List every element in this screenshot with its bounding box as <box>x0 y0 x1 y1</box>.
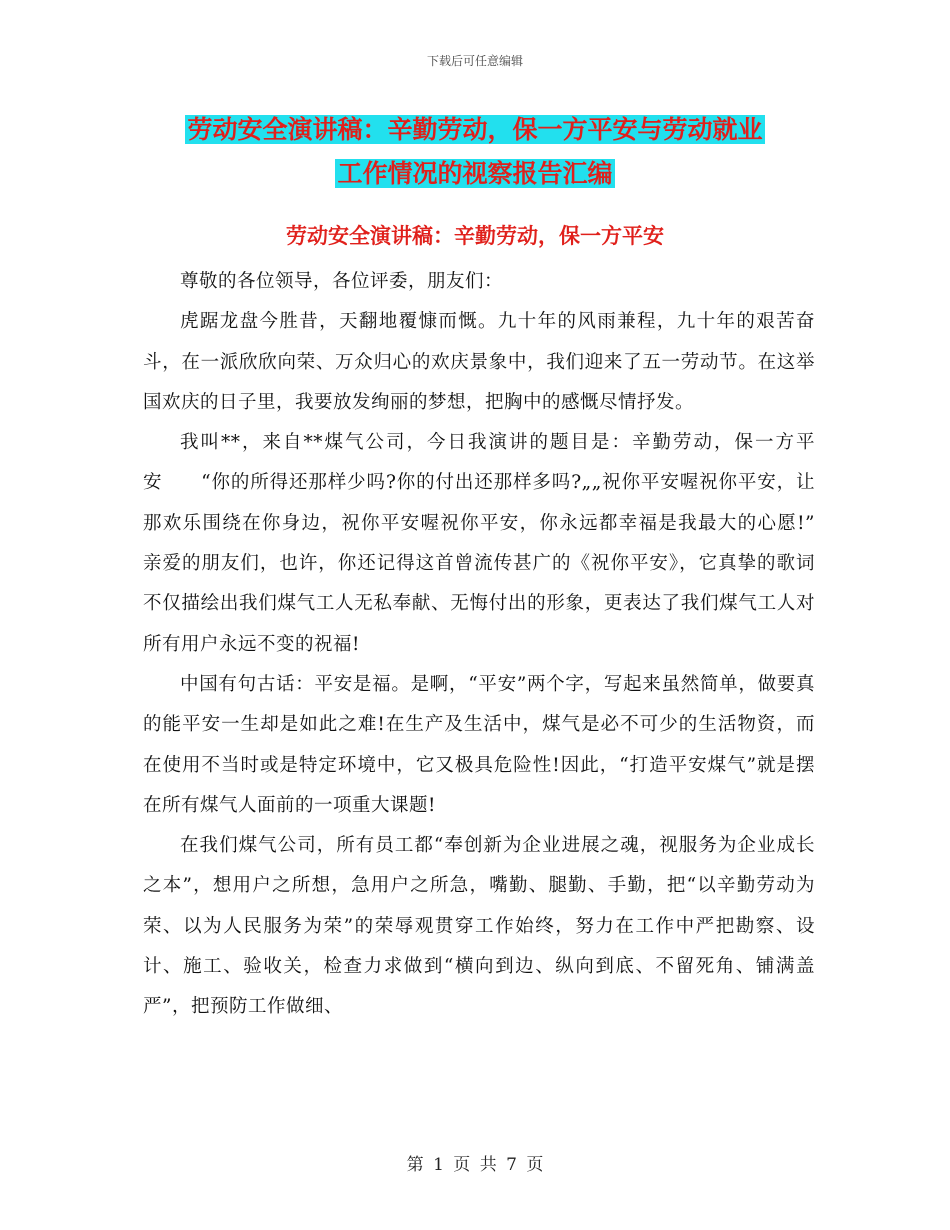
document-title-line-1 <box>0 108 950 152</box>
document-title-text-1: 劳动安全演讲稿：辛勤劳动，保一方平安与劳动就业 <box>187 115 763 144</box>
page-header-note: 下载后可任意编辑 <box>426 54 523 68</box>
paragraph: 尊敬的各位领导，各位评委，朋友们： <box>180 271 504 292</box>
page-number-footer: 第 1 页 共 7 页 <box>406 1155 544 1175</box>
paragraph: 我叫**，来自**煤气公司，今日我演讲的题目是：辛勤劳动，保一方平安 “你的所得还那样少吗?你的付出还那样多吗?„„祝你平安喔祝你平安，让那欢乐围绕在你身边，祝你平安喔祝你平安，你永远都幸福是我最大的心愿!” 亲爱的朋友们，也许，你还记得这首曾流传甚广的《祝你平安》，它真挚的歌词不仅描绘出我们煤气工人无私奉献、无悔付出的形象，更表达了我们煤气工人对所有用户永远不变的祝福! <box>143 432 854 655</box>
document-title-line-2 <box>0 152 950 196</box>
paragraph: 在我们煤气公司，所有员工都“奉创新为企业进展之魂，视服务为企业成长之本”，想用户之所想，急用户之所急，嘴勤、腿勤、手勤，把“以辛勤劳动为荣、以为人民服务为荣”的荣辱观贯穿工作始终，努力在工作中严把勘察、设计、施工、验收关，检查力求做到“横向到边、纵向到底、不留死角、铺满盖严”，把预防工作做细、 <box>143 835 815 1018</box>
document-title-text-2: 工作情况的视察报告汇编 <box>337 159 613 188</box>
paragraph: 中国有句古话：平安是福。是啊，“平安”两个字，写起来虽然简单，做要真的能平安一生却是如此之难!在生产及生活中，煤气是必不可少的生活物资，而在使用不当时或是特定环境中，它又极具危险性!因此，“打造平安煤气”就是摆在所有煤气人面前的一项重大课题! <box>143 673 815 816</box>
document-body <box>143 262 854 1028</box>
paragraph: 虎踞龙盘今胜昔，天翻地覆慷而慨。九十年的风雨兼程，九十年的艰苦奋斗，在一派欣欣向荣、万众归心的欢庆景象中，我们迎来了五一劳动节。在这举国欢庆的日子里，我要放发绚丽的梦想，把胸中的感慨尽情抒发。 <box>143 311 815 413</box>
section-heading: 劳动安全演讲稿：辛勤劳动，保一方平安 <box>286 224 664 248</box>
